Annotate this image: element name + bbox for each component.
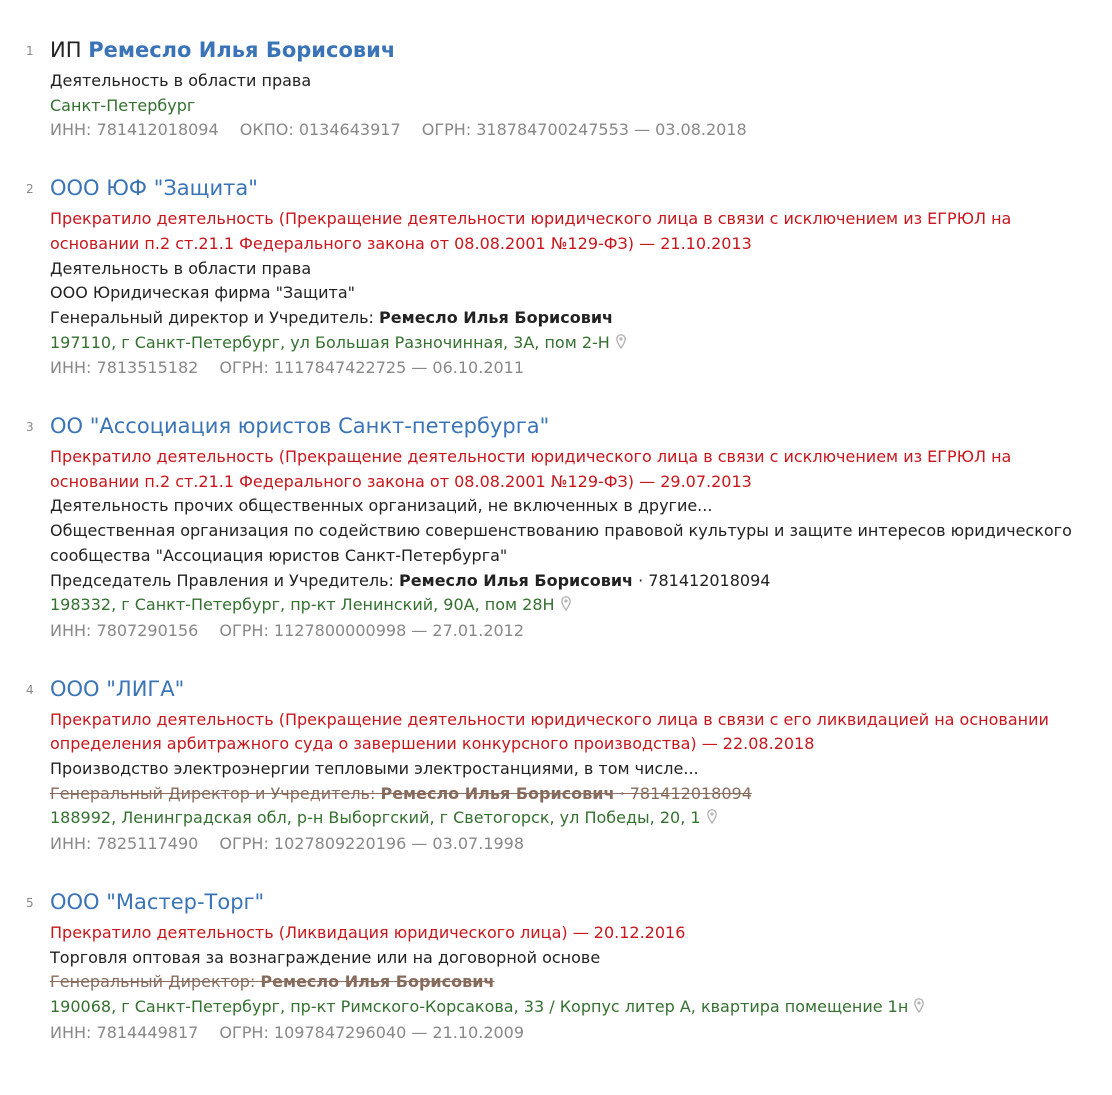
result-item [0, 888, 1112, 1046]
map-pin-icon[interactable] [707, 807, 717, 832]
result-number: 5 [26, 895, 34, 910]
activity-text: Деятельность прочих общественных организаций, не включенных в другие... [50, 496, 713, 516]
okpo-text: ОКПО: 0134643917 [239, 120, 401, 140]
company-link[interactable]: Ремесло Илья Борисович [88, 38, 396, 62]
person-name: Ремесло Илья Борисович [379, 307, 614, 327]
activity-text: Деятельность в области права [50, 71, 312, 90]
full-name-text: Общественная организация по содействию совершенствованию правовой культуры и защите интересов юридического сообщества "Ассоциация юристов Санкт-Петербурга" [50, 521, 1072, 565]
map-pin-icon[interactable] [914, 996, 924, 1021]
registration-ids [50, 356, 1072, 381]
inn-text: ИНН: 781412018094 [50, 120, 219, 140]
full-name-text: ООО Юридическая фирма "Защита" [50, 283, 355, 303]
role-label: Генеральный директор и Учредитель: [50, 307, 374, 327]
result-title [50, 675, 1072, 703]
address-line [50, 331, 1072, 357]
address-line [50, 995, 1072, 1021]
activity-text: Деятельность в области права [50, 258, 312, 278]
role-label: Председатель Правления и Учредитель: [50, 570, 394, 590]
former-management-line [50, 970, 1072, 995]
activity-text: Производство электроэнергии тепловыми электростанциями, в том числе... [50, 759, 699, 779]
person-name: Ремесло Илья Борисович [260, 972, 495, 992]
person-inn: · 781412018094 [638, 570, 771, 590]
company-link[interactable]: ООО "Мастер-Торг" [50, 889, 265, 914]
registration-ids [50, 1021, 1072, 1046]
role-label: Генеральный Директор: [50, 972, 256, 992]
inn-text: ИНН: 7814449817 [50, 1022, 199, 1042]
result-item [0, 36, 1112, 143]
address-text: 198332, г Санкт-Петербург, пр-кт Ленинский, 90А, пом 28Н [50, 595, 555, 615]
activity-text: Торговля оптовая за вознаграждение или на договорной основе [50, 947, 601, 967]
ogrn-text: ОГРН: 1097847296040 — 21.10.2009 [219, 1022, 525, 1042]
result-title [50, 888, 1072, 916]
ogrn-text: ОГРН: 1117847422725 — 06.10.2011 [219, 358, 525, 378]
company-link[interactable]: ООО ЮФ "Защита" [50, 176, 258, 201]
former-management-line [50, 782, 1072, 807]
status-text: Прекратило деятельность (Ликвидация юридического лица) — 20.12.2016 [50, 922, 686, 942]
inn-text: ИНН: 7825117490 [50, 834, 199, 854]
management-line [50, 569, 1072, 594]
result-title [50, 174, 1072, 202]
status-text: Прекратило деятельность (Прекращение деятельности юридического лица в связи с его ликвидацией на основании определения арбитражного суда о завершении конкурсного производства) — 22.08.2018 [50, 709, 1049, 754]
result-number: 2 [26, 182, 34, 197]
result-title [50, 412, 1072, 440]
role-label: Генеральный Директор и Учредитель: [50, 783, 376, 803]
person-name: Ремесло Илья Борисович [399, 570, 634, 590]
management-line [50, 306, 1072, 331]
result-item [0, 412, 1112, 644]
address-text: 188992, Ленинградская обл, р-н Выборгский, г Светогорск, ул Победы, 20, 1 [50, 808, 701, 828]
company-link[interactable]: ООО "ЛИГА" [50, 676, 185, 701]
map-pin-icon[interactable] [616, 332, 626, 357]
map-pin-icon[interactable] [561, 594, 571, 619]
address-line [50, 593, 1072, 619]
result-number: 3 [26, 420, 34, 435]
result-number: 4 [26, 682, 34, 697]
result-item [0, 675, 1112, 857]
person-inn: · 781412018094 [619, 783, 752, 803]
ogrn-text: ОГРН: 318784700247553 — 03.08.2018 [421, 120, 747, 140]
entity-type-prefix: ИП [50, 38, 82, 62]
result-item [0, 174, 1112, 381]
registration-ids [50, 619, 1072, 644]
status-text: Прекратило деятельность (Прекращение деятельности юридического лица в связи с исключением из ЕГРЮЛ на основании п.2 ст.21.1 Федерального закона от 08.08.2001 №129-ФЗ) — 29.07.2013 [50, 447, 1012, 491]
person-name: Ремесло Илья Борисович [380, 783, 615, 803]
status-text: Прекратило деятельность (Прекращение деятельности юридического лица в связи с исключением из ЕГРЮЛ на основании п.2 ст.21.1 Федерального закона от 08.08.2001 №129-ФЗ) — 21.10.2013 [50, 209, 1012, 253]
registration-ids [50, 832, 1072, 857]
address-line [50, 806, 1072, 832]
city-text: Санкт-Петербург [50, 95, 196, 115]
result-title [50, 36, 1072, 64]
result-number: 1 [26, 44, 34, 58]
ogrn-text: ОГРН: 1027809220196 — 03.07.1998 [219, 834, 525, 854]
address-text: 190068, г Санкт-Петербург, пр-кт Римского-Корсакова, 33 / Корпус литер А, квартира помещение 1н [50, 996, 909, 1016]
inn-text: ИНН: 7807290156 [50, 620, 199, 640]
address-text: 197110, г Санкт-Петербург, ул Большая Разночинная, 3А, пом 2-Н [50, 332, 610, 352]
inn-text: ИНН: 7813515182 [50, 358, 199, 378]
registration-ids [50, 118, 1072, 143]
company-link[interactable]: ОО "Ассоциация юристов Санкт-петербурга" [50, 414, 550, 439]
ogrn-text: ОГРН: 1127800000998 — 27.01.2012 [219, 620, 525, 640]
